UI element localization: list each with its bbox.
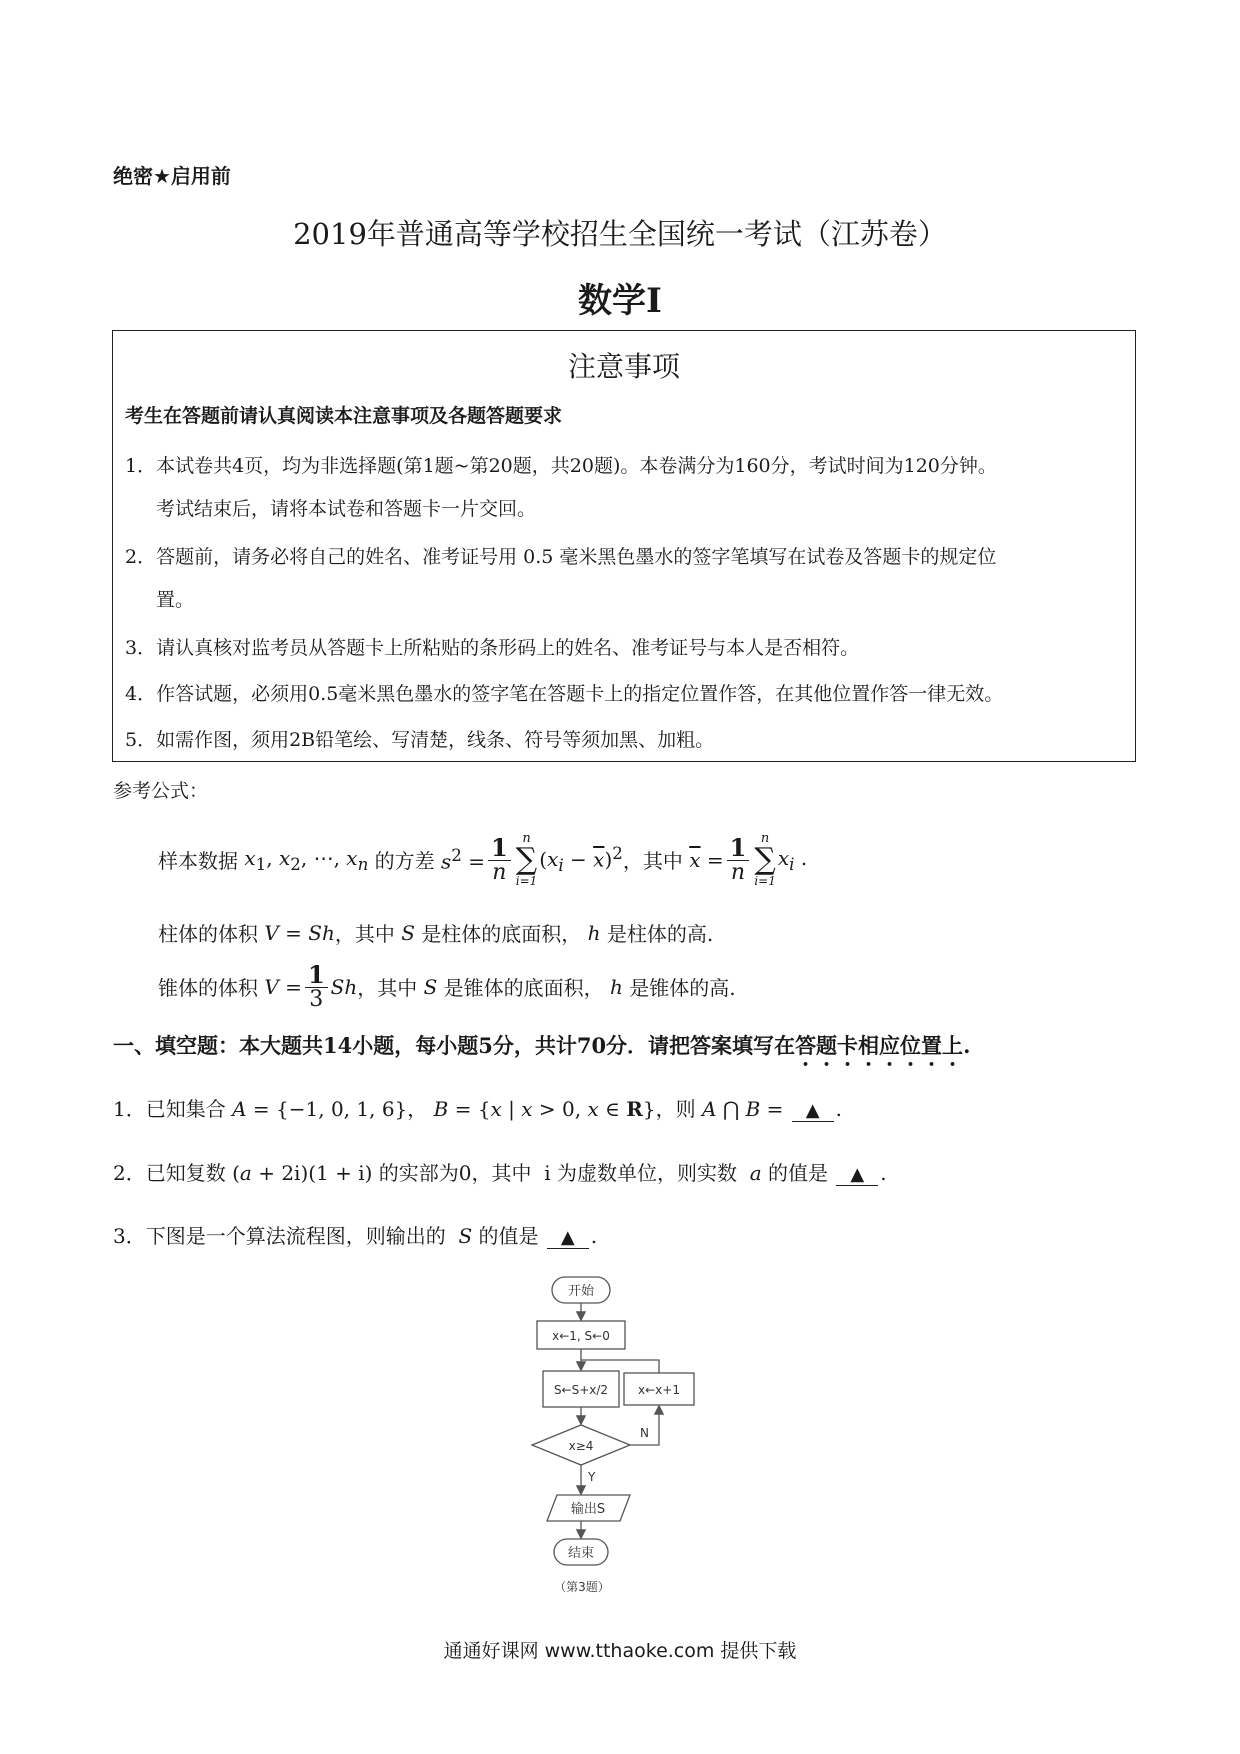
section-heading — [113, 1030, 970, 1071]
notice-box — [112, 330, 1136, 762]
flow-start-label: 开始 — [567, 1284, 595, 1299]
section-heading-text: 一、填空题：本大题共14小题，每小题5分，共计70分．请把答案填写在 — [113, 1033, 796, 1058]
flow-update-x-label: x←x+1 — [638, 1383, 680, 1397]
pyramid-text-4: 是锥体的高. — [629, 976, 736, 1001]
prism-text-3: 是柱体的底面积， — [421, 922, 582, 946]
section-heading-emphasis: 答题卡相应位置上 — [795, 1033, 964, 1058]
flow-no-label: N — [640, 1426, 649, 1440]
question-3: 3．下图是一个算法流程图，则输出的 S 的值是 ▲ . — [113, 1224, 598, 1248]
q1-prefix: 1．已知集合 — [113, 1097, 226, 1121]
notice-item-2: 2．答题前，请务必将自己的姓名、准考证号用 0.5 毫米黑色墨水的签字笔填写在试卷及答题卡的规定位 — [125, 546, 997, 568]
flow-update-s-label: S←S+x/2 — [553, 1383, 609, 1397]
variance-mid: 的方差 — [374, 849, 435, 873]
exam-title: 2019年普通高等学校招生全国统一考试（江苏卷） — [293, 217, 947, 251]
answer-blank[interactable]: ▲ — [792, 1100, 834, 1122]
question-1: 1．已知集合 A = {−1, 0, 1, 6}， B = {x | x > 0, x ∈ R}，则 A ⋂ B = ▲ . — [113, 1097, 842, 1121]
q3-prefix: 3．下图是一个算法流程图，则输出的 — [113, 1224, 446, 1248]
notice-item-2-cont: 置。 — [156, 589, 195, 611]
notice-item-1: 1．本试卷共4页，均为非选择题(第1题~第20题，共20题)。本卷满分为160分，考试时间为120分钟。 — [125, 455, 997, 477]
subject-title: 数学Ⅰ — [578, 281, 662, 321]
q1-end: . — [835, 1097, 842, 1121]
pyramid-text-3: 是锥体的底面积， — [443, 976, 604, 1001]
notice-intro: 考生在答题前请认真阅读本注意事项及各题答题要求 — [125, 405, 563, 427]
formula-label: 参考公式： — [113, 780, 209, 802]
q1-suffix: ，则 — [655, 1097, 696, 1121]
footer-credit: 通通好课网 www.tthaoke.com 提供下载 — [443, 1640, 797, 1662]
prism-text-1: 柱体的体积 — [158, 922, 258, 946]
notice-item-1-cont: 考试结束后，请将本试卷和答题卡一片交回。 — [156, 498, 537, 520]
notice-item-3: 3．请认真核对监考员从答题卡上所粘贴的条形码上的姓名、准考证号与本人是否相符。 — [125, 637, 860, 659]
question-2: 2．已知复数 (a + 2i)(1 + i) 的实部为0，其中 i 为虚数单位，则实数 a 的值是 ▲ . — [113, 1161, 887, 1185]
q1-mid: ， — [407, 1097, 428, 1121]
variance-formula: 样本数据 $x_1$, $x_2$, ⋯, $x_n$ 的方差 $s^2$ = $\frac{1}{n}$ n ∑ i=1 $(x_i - \overline{x})^2$ ，其中 $\overline{x}$ = $\frac{1}{n}$ n ∑ i=1 $x_i$ . — [158, 831, 808, 888]
notice-item-4: 4．作答试题，必须用0.5毫米黑色墨水的签字笔在答题卡上的指定位置作答，在其他位置作答一律无效。 — [125, 683, 1004, 705]
pyramid-text-1: 锥体的体积 — [158, 976, 258, 1001]
notice-title: 注意事项 — [567, 350, 680, 383]
prism-volume-formula: 柱体的体积 V = Sh ，其中 S 是柱体的底面积， h 是柱体的高. — [158, 918, 713, 947]
variance-prefix: 样本数据 — [158, 849, 238, 873]
answer-blank[interactable]: ▲ — [836, 1164, 878, 1186]
answer-blank[interactable]: ▲ — [547, 1227, 589, 1249]
flow-condition-label: x≥4 — [568, 1439, 594, 1453]
notice-item-5: 5．如需作图，须用2B铅笔绘、写清楚，线条、符号等须加黑、加粗。 — [125, 729, 715, 751]
q2-mid3: 的值是 — [768, 1161, 829, 1185]
confidential-label: 绝密★启用前 — [113, 164, 231, 188]
section-heading-end: . — [963, 1033, 971, 1058]
flow-yes-label: Y — [588, 1470, 596, 1484]
q2-mid: 的实部为0，其中 — [378, 1161, 532, 1185]
q2-end: . — [880, 1161, 887, 1185]
flow-output-label: 输出S — [570, 1502, 606, 1517]
variance-where: ，其中 — [622, 849, 683, 873]
prism-text-4: 是柱体的高. — [606, 922, 714, 946]
q2-mid2: 为虚数单位，则实数 — [557, 1161, 738, 1185]
pyramid-volume-formula: 锥体的体积 V = $\frac{1}{3}$ Sh ，其中 S 是锥体的底面积， h 是锥体的高. — [158, 960, 736, 1013]
prism-text-2: ，其中 — [334, 922, 395, 946]
q3-mid: 的值是 — [478, 1224, 539, 1248]
algorithm-flowchart — [520, 1275, 760, 1605]
q2-prefix: 2．已知复数 — [113, 1161, 226, 1185]
flow-caption: （第3题） — [554, 1580, 610, 1594]
flow-init-label: x←1, S←0 — [552, 1329, 610, 1343]
q3-end: . — [590, 1224, 598, 1248]
pyramid-text-2: ，其中 — [357, 976, 418, 1001]
flow-end-label: 结束 — [567, 1546, 595, 1561]
